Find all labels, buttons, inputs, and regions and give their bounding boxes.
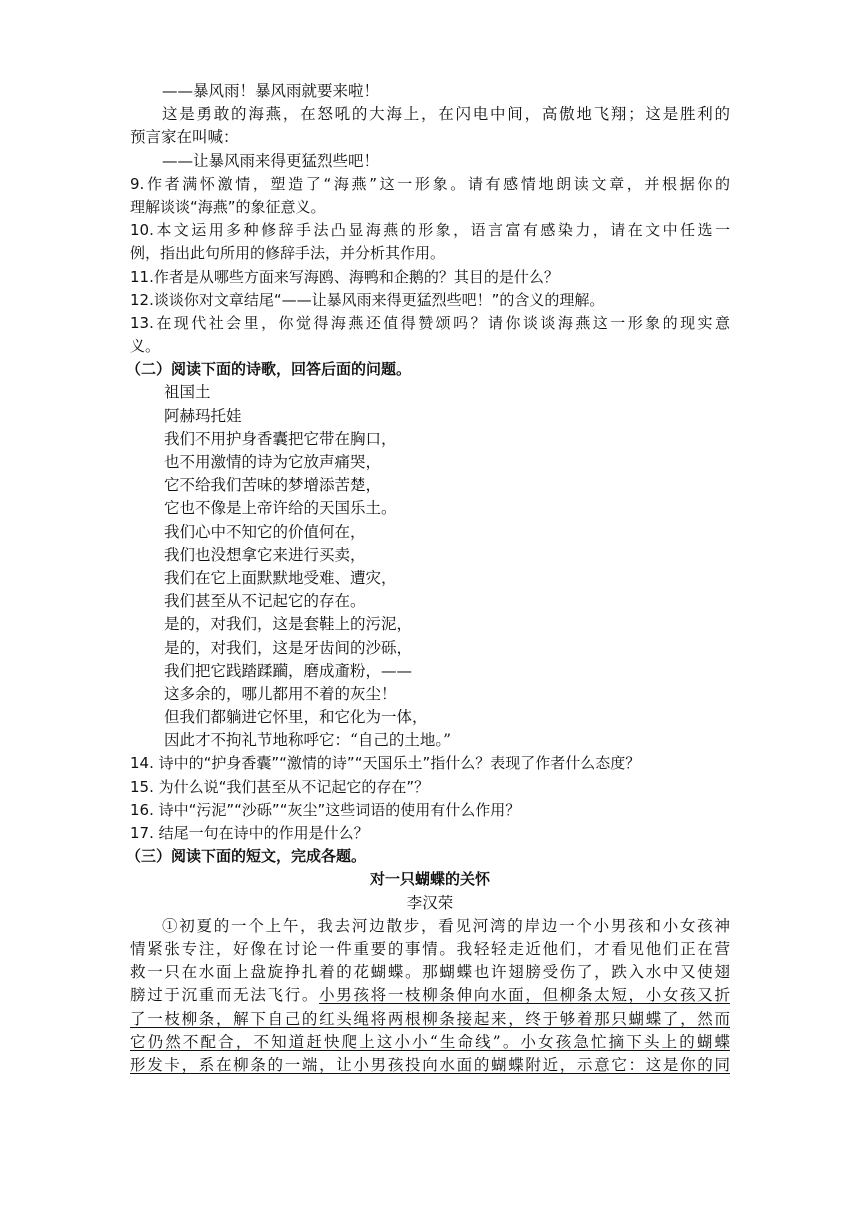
poem-line: 因此才不拘礼节地称呼它：“自己的土地。” <box>164 731 452 750</box>
poem-line: 我们甚至从不记起它的存在。 <box>164 592 366 611</box>
question-16: 16. 诗中“污泥”“沙砾”“灰尘”这些词语的使用有什么作用？ <box>130 800 521 819</box>
underlined-line: 了一枝柳条，解下自己的红头绳将两根柳条接起来，终于够着那只蝴蝶了，然而 <box>130 1009 730 1028</box>
underlined-line: 它仍然不配合，不知道赶快爬上这小小“生命线”。小女孩急忙摘下头上的蝴蝶 <box>130 1032 730 1051</box>
passage-line: 这是勇敢的海燕，在怒吼的大海上，在闪电中间，高傲地飞翔；这是胜利的 <box>162 105 730 124</box>
underlined-text: 小男孩将一枝柳条伸向水面，但柳条太短，小女孩又折 <box>319 986 730 1005</box>
question-9-cont: 理解谈谈“海燕”的象征意义。 <box>130 197 326 216</box>
question-13: 13.在现代社会里，你觉得海燕还值得赞颂吗？请你谈谈海燕这一形象的现实意 <box>130 313 730 332</box>
poem-line: 是的，对我们，这是牙齿间的沙砾， <box>164 638 413 657</box>
passage-line: 预言家在叫喊： <box>130 128 239 147</box>
paragraph-line: 救一只在水面上盘旋挣扎着的花蝴蝶。那蝴蝶也许翅膀受伤了，跌入水中又使翅 <box>130 963 730 982</box>
section-2-heading: （二）阅读下面的诗歌，回答后面的问题。 <box>126 360 412 379</box>
question-13-cont: 义。 <box>130 337 161 356</box>
poem-author: 阿赫玛托娃 <box>164 406 242 425</box>
question-12: 12.谈谈你对文章结尾“——让暴风雨来得更猛烈些吧！”的含义的理解。 <box>130 290 605 309</box>
poem-line: 我们把它践踏蹂躏，磨成齑粉，—— <box>164 661 413 680</box>
question-15: 15. 为什么说“我们甚至从不记起它的存在”？ <box>130 777 430 796</box>
question-17: 17. 结尾一句在诗中的作用是什么？ <box>130 824 369 842</box>
article-title: 对一只蝴蝶的关怀 <box>369 870 490 889</box>
passage-line: ——让暴风雨来得更猛烈些吧！ <box>162 151 380 170</box>
paragraph-line: 情紧张专注，好像在讨论一件重要的事情。我轻轻走近他们，才看见他们正在营 <box>130 939 730 958</box>
paragraph-line <box>130 984 730 1007</box>
poem-title: 祖国土 <box>164 383 211 402</box>
poem-line: 我们在它上面默默地受难、遭灾， <box>164 568 397 587</box>
poem-line: 我们不用护身香囊把它带在胸口， <box>164 429 397 448</box>
underlined-line: 形发卡，系在柳条的一端，让小男孩投向水面的蝴蝶附近，示意它：这是你的同 <box>130 1055 730 1074</box>
passage-line: ——暴风雨！暴风雨就要来啦！ <box>162 82 380 100</box>
poem-line: 这多余的，哪儿都用不着的灰尘！ <box>164 684 397 703</box>
poem-line: 也不用激情的诗为它放声痛哭， <box>164 453 382 471</box>
question-9: 9.作者满怀激情，塑造了“海燕”这一形象。请有感情地朗读文章，并根据你的 <box>130 174 730 193</box>
question-10: 10.本文运用多种修辞手法凸显海燕的形象，语言富有感染力，请在文中任选一 <box>130 221 730 240</box>
poem-line: 我们也没想拿它来进行买卖， <box>164 545 366 564</box>
paragraph-text: 膀过于沉重而无法飞行。 <box>130 986 320 1005</box>
poem-line: 但我们都躺进它怀里，和它化为一体， <box>164 708 428 727</box>
document-page <box>126 80 730 1077</box>
question-11: 11.作者是从哪些方面来写海鸥、海鸭和企鹅的？其目的是什么？ <box>130 267 559 286</box>
poem-line: 我们心中不知它的价值何在， <box>164 522 366 541</box>
poem-line: 是的，对我们，这是套鞋上的污泥， <box>164 615 413 634</box>
poem-line: 它也不像是上帝许给的天国乐土。 <box>164 499 397 518</box>
question-10-cont: 例，指出此句所用的修辞手法，并分析其作用。 <box>130 244 446 263</box>
poem-line: 它不给我们苦味的梦增添苦楚， <box>164 476 382 495</box>
paragraph-line: ①初夏的一个上午，我去河边散步，看见河湾的岸边一个小男孩和小女孩神 <box>162 916 730 935</box>
article-author: 李汉荣 <box>406 893 454 912</box>
section-3-heading: （三）阅读下面的短文，完成各题。 <box>126 847 367 866</box>
question-14: 14. 诗中的“护身香囊”“激情的诗”“天国乐土”指什么？表现了作者什么态度？ <box>130 754 641 773</box>
